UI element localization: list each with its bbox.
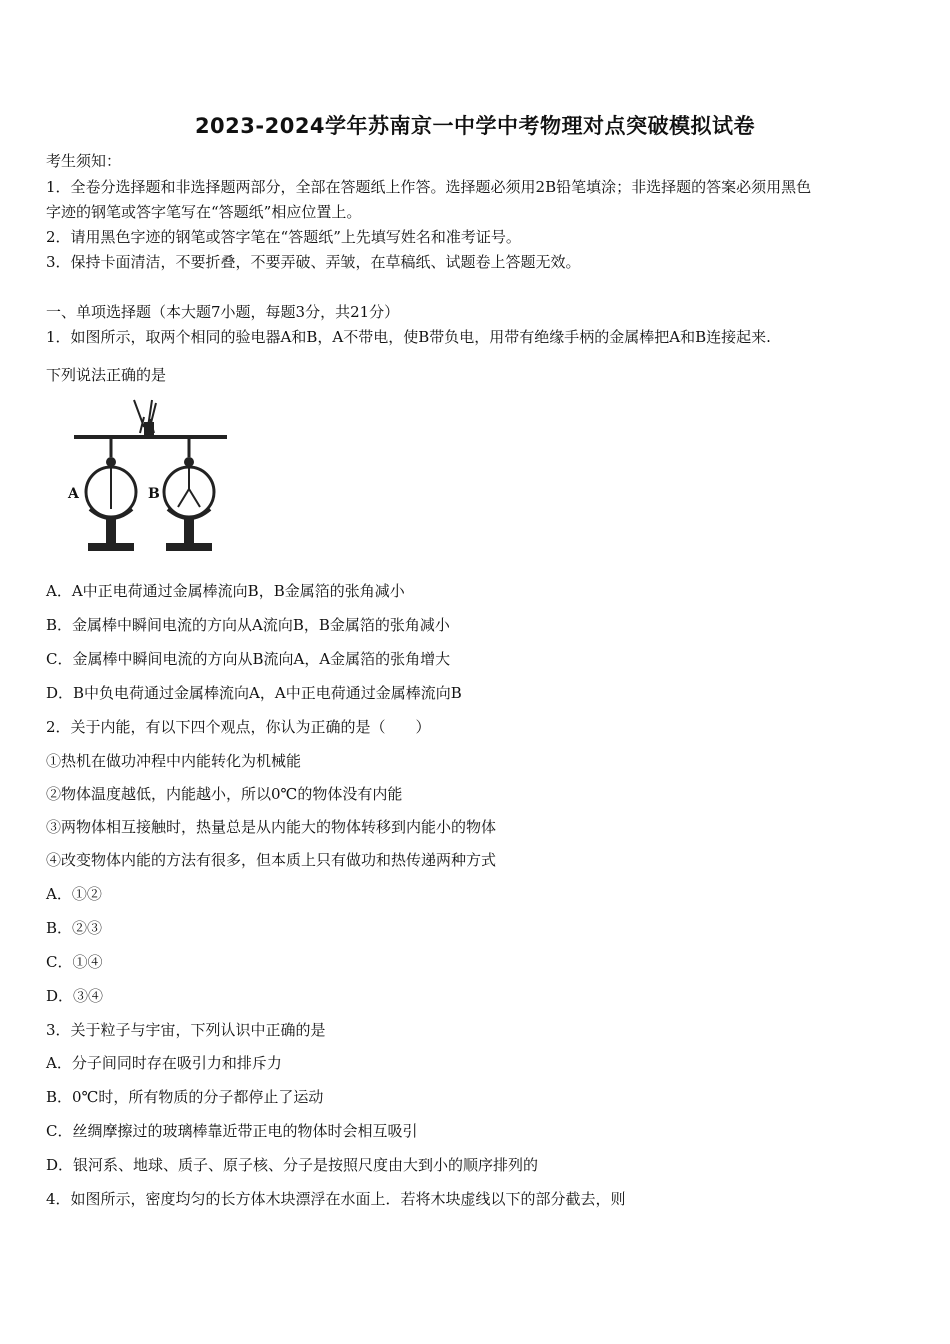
q2-statement-3: ③两物体相互接触时，热量总是从内能大的物体转移到内能小的物体	[46, 818, 497, 836]
q3-option-a: A．分子间同时存在吸引力和排斥力	[46, 1054, 282, 1072]
q2-option-d: D．③④	[46, 987, 104, 1005]
notice-line-2: 字迹的钢笔或答字笔写在“答题纸”相应位置上。	[46, 203, 362, 221]
q3-option-c: C．丝绸摩擦过的玻璃棒靠近带正电的物体时会相互吸引	[46, 1122, 418, 1140]
q2-statement-4: ④改变物体内能的方法有很多，但本质上只有做功和热传递两种方式	[46, 851, 497, 869]
notice-line-1: 1．全卷分选择题和非选择题两部分，全部在答题纸上作答。选择题必须用2B铅笔填涂；非选择题的答案必须用黑色	[46, 178, 812, 196]
q2-statement-1: ①热机在做功冲程中内能转化为机械能	[46, 752, 302, 770]
q1-option-c: C．金属棒中瞬间电流的方向从B流向A，A金属箔的张角增大	[46, 650, 451, 668]
notice-line-3: 2．请用黑色字迹的钢笔或答字笔在“答题纸”上先填写姓名和准考证号。	[46, 228, 521, 246]
notice-line-4: 3．保持卡面清洁，不要折叠，不要弄破、弄皱，在草稿纸、试题卷上答题无效。	[46, 253, 581, 271]
label-b: B	[148, 486, 160, 502]
q2-statement-2: ②物体温度越低，内能越小，所以0℃的物体没有内能	[46, 785, 403, 803]
q4-stem: 4．如图所示，密度均匀的长方体木块漂浮在水面上．若将木块虚线以下的部分截去，则	[46, 1190, 626, 1208]
q2-option-c: C．①④	[46, 953, 103, 971]
metal-rod	[74, 435, 227, 439]
q1-stem-line-2: 下列说法正确的是	[46, 366, 167, 384]
q3-stem: 3．关于粒子与宇宙，下列认识中正确的是	[46, 1021, 326, 1039]
section-heading: 一、单项选择题（本大题7小题，每题3分，共21分）	[46, 303, 400, 321]
q1-option-d: D．B中负电荷通过金属棒流向A，A中正电荷通过金属棒流向B	[46, 684, 462, 702]
q2-stem: 2．关于内能，有以下四个观点，你认为正确的是（ ）	[46, 718, 431, 736]
electroscope-figure	[66, 397, 231, 560]
q2-option-a: A．①②	[46, 885, 102, 903]
page-title: 2023-2024学年苏南京一中学中考物理对点突破模拟试卷	[194, 114, 756, 138]
q1-option-b: B．金属棒中瞬间电流的方向从A流向B，B金属箔的张角减小	[46, 616, 450, 634]
q3-option-d: D．银河系、地球、质子、原子核、分子是按照尺度由大到小的顺序排列的	[46, 1156, 539, 1174]
q2-option-b: B．②③	[46, 919, 103, 937]
q1-stem-line-1: 1．如图所示，取两个相同的验电器A和B，A不带电，使B带负电，用带有绝缘手柄的金属棒把A和B连接起来.	[46, 328, 771, 346]
electroscope-b	[148, 439, 214, 551]
foils-b	[178, 489, 200, 507]
notice-heading: 考生须知：	[46, 152, 122, 170]
label-a: A	[68, 486, 79, 502]
q3-option-b: B．0℃时，所有物质的分子都停止了运动	[46, 1088, 324, 1106]
electroscope-a	[67, 439, 136, 551]
q1-option-a: A．A中正电荷通过金属棒流向B，B金属箔的张角减小	[46, 582, 405, 600]
